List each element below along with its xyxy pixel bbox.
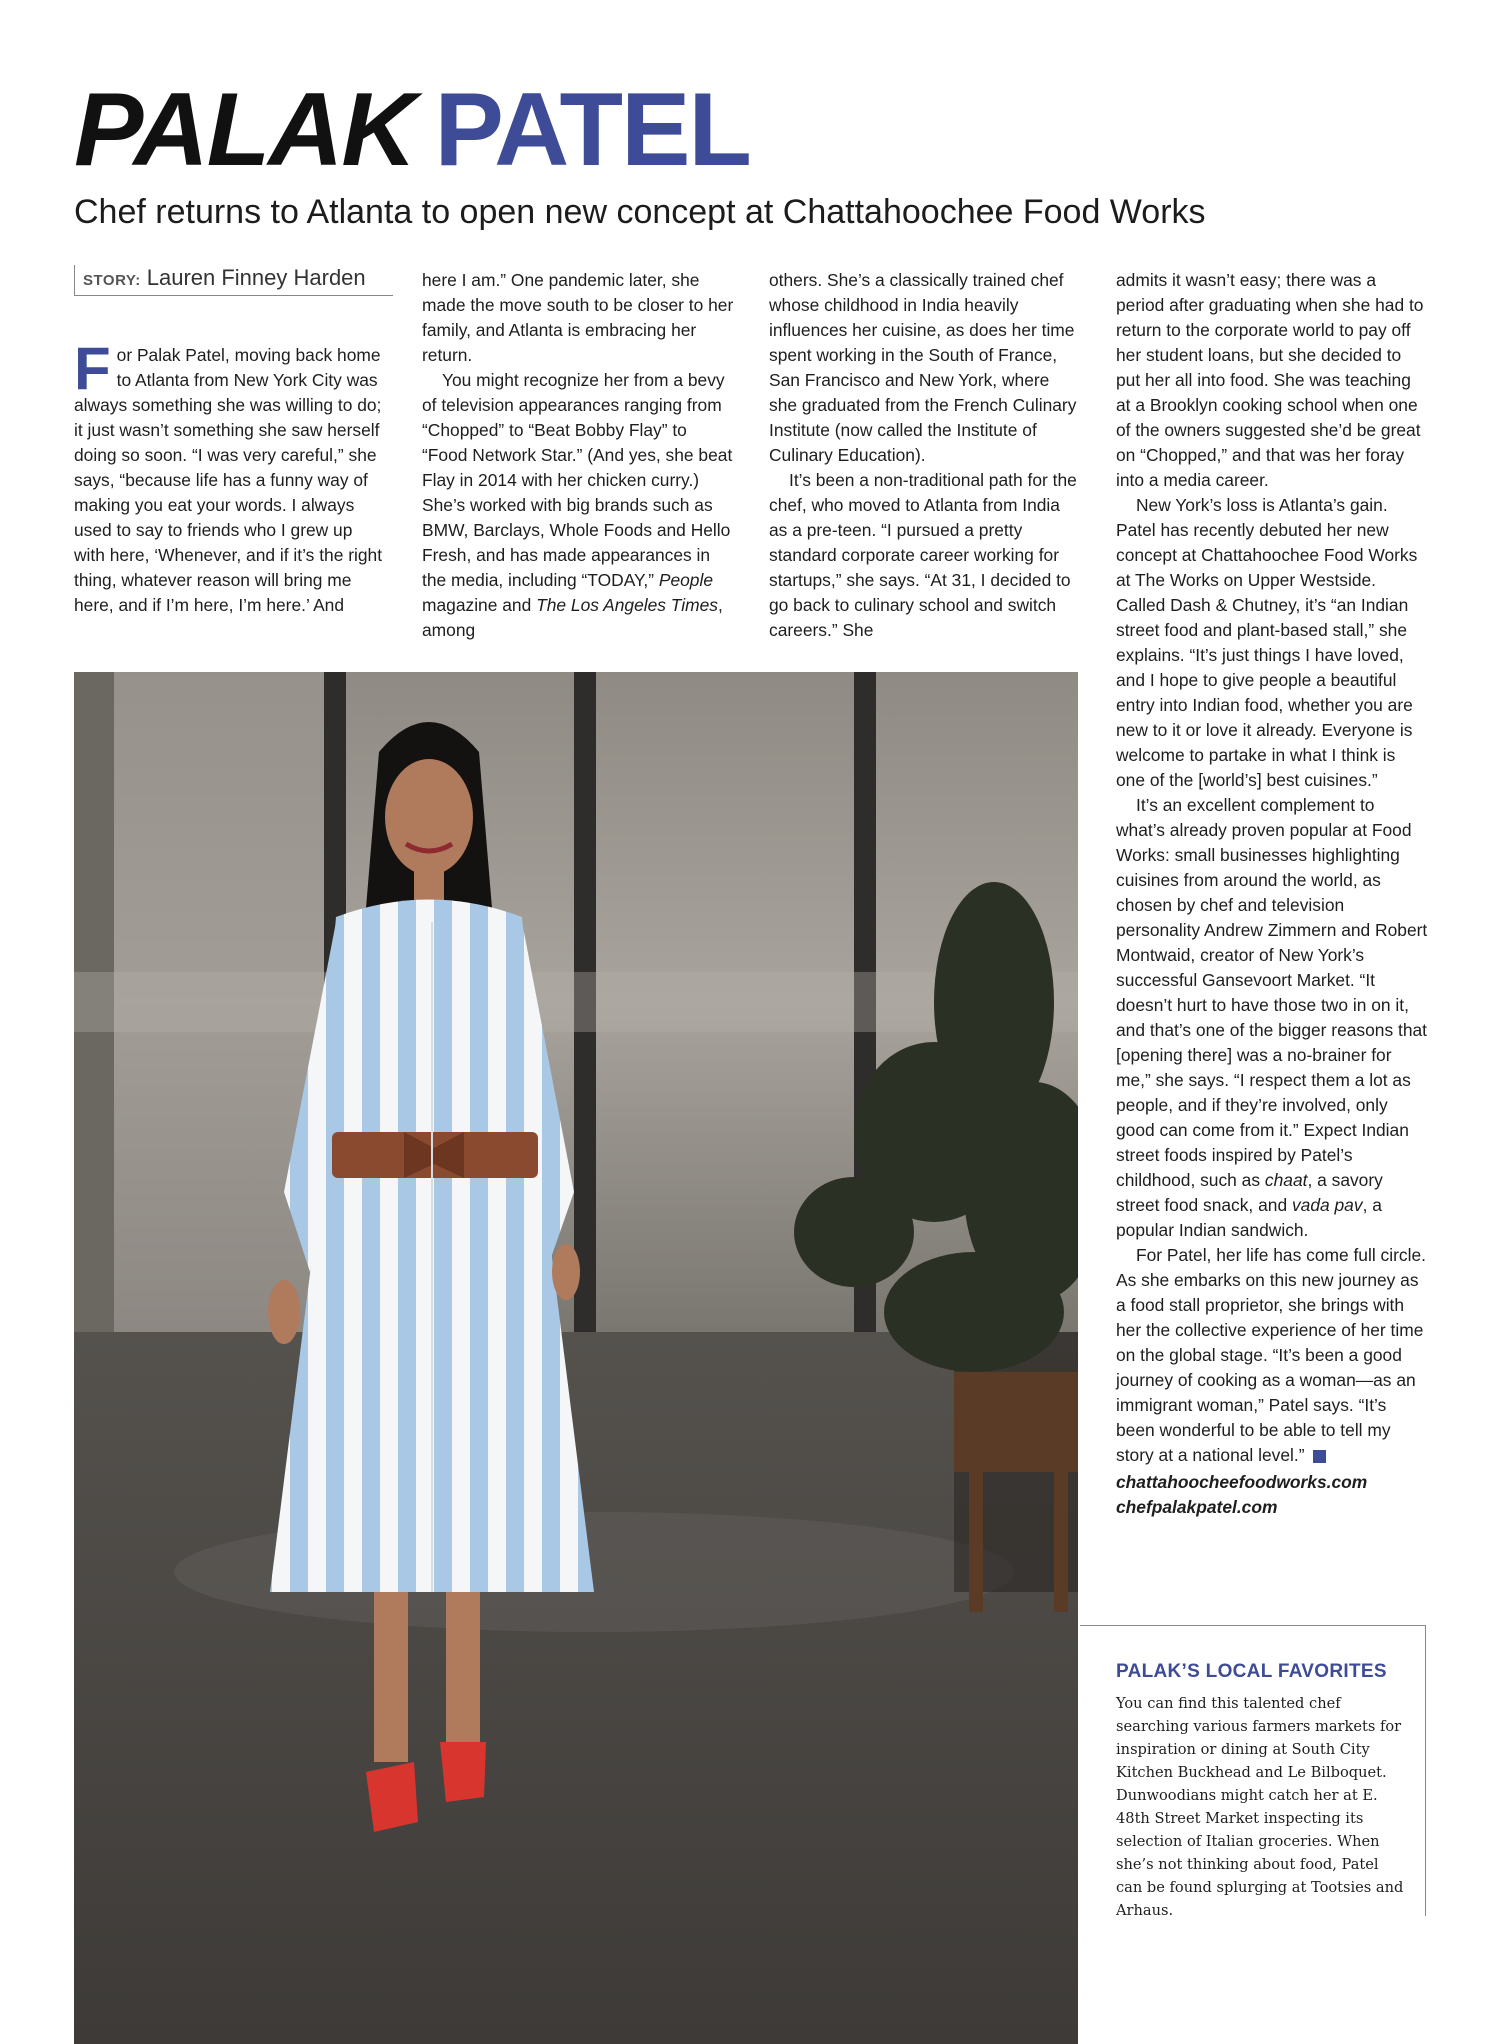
article-column-1	[74, 335, 386, 618]
article-paragraph: It’s an excellent complement to what’s already proven popular at Food Works: small businesses highlighting cuisines from around the world, as chosen by chef and television personality Andrew Zimmern and Robert Montwaid, creator of New York’s successful Gansevoort Market. “It doesn’t hurt to have those two in on it, and that’s one of the bigger reasons that [opening there] was a no-brainer for me,” she says. “I respect them a lot as people, and if they’re involved, only good can come from it.” Expect Indian street foods inspired by Patel’s childhood, such as chaat, a savory street food snack, and vada pav, a popular Indian sandwich.	[1116, 795, 1428, 1240]
byline-author: Lauren Finney Harden	[146, 265, 366, 290]
article-paragraph: It’s been a non-traditional path for the chef, who moved to Atlanta from India as a pre-teen. “I pursued a pretty standard corporate career working for startups,” she says. “At 31, I decided to go back to culinary school and switch careers.” She	[769, 470, 1077, 640]
sidebar-body: You can find this talented chef searching various farmers markets for inspiration or dining at South City Kitchen Buckhead and Le Bilboquet. Dunwoodians might catch her at E. 48th Street Market inspecting its selection of Italian groceries. When she’s not thinking about food, Patel can be found splurging at Tootsies and Arhaus.	[1116, 1695, 1404, 1919]
headline-first-name: PALAK	[74, 72, 415, 188]
local-favorites-sidebar	[1080, 1625, 1426, 1919]
sidebar-title: PALAK’S LOCAL FAVORITES	[1116, 1661, 1387, 1682]
article-column-4	[1116, 268, 1428, 1520]
website-link[interactable]: chefpalakpatel.com	[1116, 1497, 1278, 1517]
square-end-mark-icon	[1313, 1450, 1326, 1463]
deck: Chef returns to Atlanta to open new concept at Chattahoochee Food Works	[74, 193, 1206, 231]
photo-illustration	[74, 672, 1078, 2044]
article-paragraph: others. She’s a classically trained chef whose childhood in India heavily influences her cuisine, as does her time spent working in the South of France, San Francisco and New York, where she graduated from the French Culinary Institute (now called the Institute of Culinary Education).	[769, 270, 1077, 465]
headline	[74, 72, 750, 188]
website-links	[1116, 1470, 1428, 1520]
article-paragraph: admits it wasn’t easy; there was a period after graduating when she had to return to the corporate world to pay off her student loans, but she decided to put her all into food. She was teaching at a Brooklyn cooking school when one of the owners suggested she’d be great on “Chopped,” and that was her foray into a media career.	[1116, 270, 1424, 490]
article-paragraph: New York’s loss is Atlanta’s gain. Patel has recently debuted her new concept at Chattahoochee Food Works at The Works on Upper Westside. Called Dash & Chutney, it’s “an Indian street food and plant-based stall,” she explains. “It’s just things I have loved, and I hope to give people a beautiful entry into Indian food, whether you are new to it or love it already. Everyone is welcome to partake in what I think is one of the [world’s] best cuisines.”	[1116, 495, 1418, 790]
byline	[74, 265, 393, 296]
article-paragraph: For Patel, her life has come full circle. As she embarks on this new journey as a food stall proprietor, she brings with her the collective experience of her time on the global stage. “It’s been a good journey of cooking as a woman—as an immigrant woman,” Patel says. “It’s been wonderful to be able to tell my story at a national level.”	[1116, 1245, 1426, 1465]
portrait-photo	[74, 672, 1078, 2044]
article-paragraph: here I am.” One pandemic later, she made the move south to be closer to her family, and Atlanta is embracing her return.	[422, 270, 734, 365]
drop-cap: F	[74, 335, 111, 402]
article-paragraph: You might recognize her from a bevy of television appearances ranging from “Chopped” to “Beat Bobby Flay” to “Food Network Star.” (And yes, she beat Flay in 2014 with her chicken curry.) She’s worked with big brands such as BMW, Barclays, Whole Foods and Hello Fresh, and has made appearances in the media, including “TODAY,” People magazine and The Los Angeles Times, among	[422, 370, 733, 640]
article-paragraph: For Palak Patel, moving back home to Atlanta from New York City was always something she was willing to do; it just wasn’t something she saw herself doing so soon. “I was very careful,” she says, “because life has a funny way of making you eat your words. I always used to say to friends who I grew up with here, ‘Whenever, and if it’s the right thing, whatever reason will bring me here, and if I’m here, I’m here.’ And	[74, 335, 383, 615]
headline-last-name: PATEL	[434, 72, 750, 188]
article-column-2	[422, 268, 734, 643]
byline-label: STORY:	[83, 272, 141, 289]
website-link[interactable]: chattahoocheefoodworks.com	[1116, 1472, 1368, 1492]
article-column-3	[769, 268, 1081, 643]
